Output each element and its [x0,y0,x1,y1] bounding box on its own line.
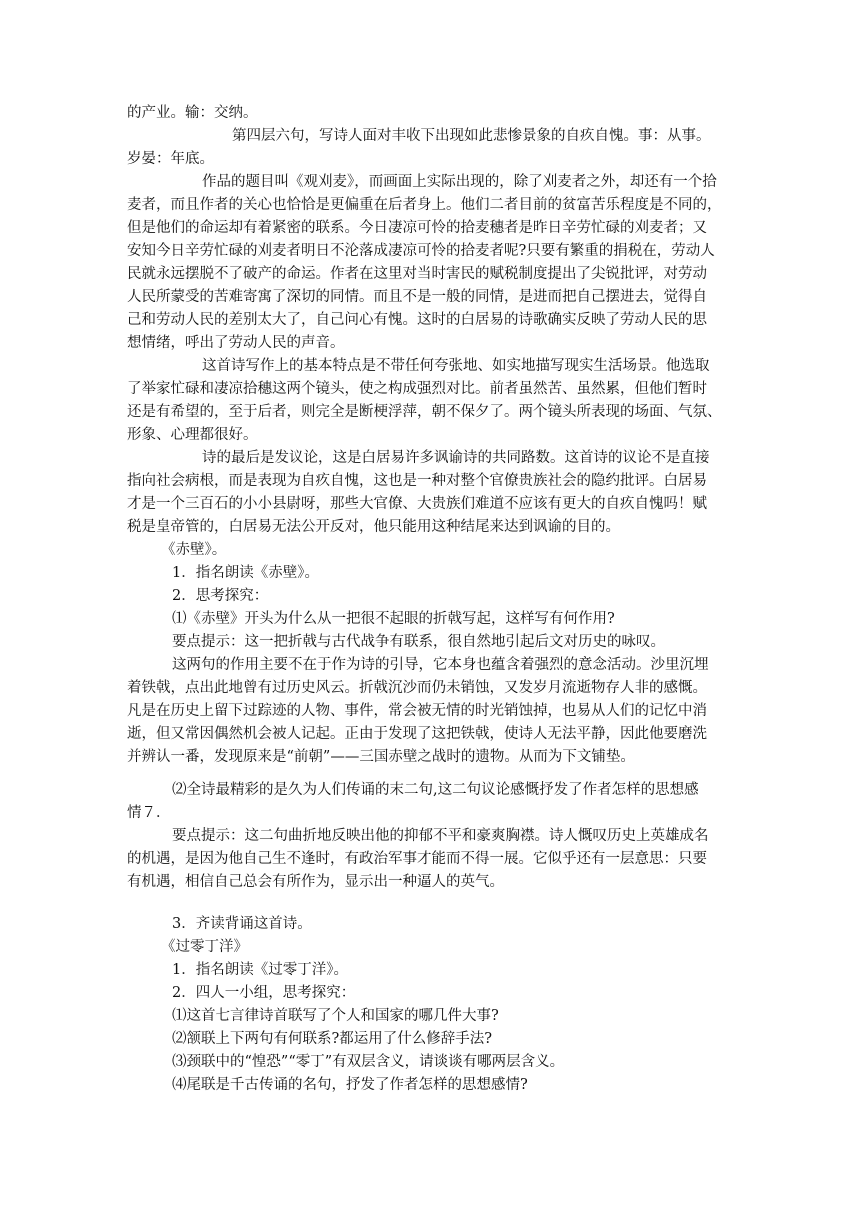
text-line: 了举家忙碌和凄凉拾穗这两个镜头，使之构成强烈对比。前者虽然苦、虽然累，但他们暂时 [127,381,707,397]
text-line: 《赤壁》。 [161,542,227,558]
text-line: ⑵全诗最精彩的是久为人们传诵的末二句,这二句议论感慨抒发了作者怎样的思想感 [172,782,699,798]
text-line: 己和劳动人民的差别太大了，自己问心有愧。这时的白居易的诗歌确实反映了劳动人民的思 [127,312,707,328]
text-line: 但是他们的命运却有着紧密的联系。今日凄凉可怜的拾麦穗者是昨日辛劳忙碌的刈麦者；又 [127,220,707,236]
text-line: 3．齐读背诵这首诗。 [172,916,312,932]
text-line: 并辨认一番，发现原来是“前朝”——三国赤壁之战时的遗物。从而为下文铺垫。 [127,749,635,765]
text-line: 人民所蒙受的苦难寄寓了深切的同情。而且不是一般的同情，是进而把自己摆进去，觉得自 [127,289,707,305]
text-line: 岁晏：年底。 [127,151,214,167]
text-line: 情７． [127,805,171,821]
text-line: 麦者，而且作者的关心也恰恰是更偏重在后者身上。他们二者目前的贫富苦乐程度是不同的， [127,197,722,213]
text-line: 要点提示：这二句曲折地反映出他的抑郁不平和豪爽胸襟。诗人慨叹历史上英雄成名 [172,828,709,844]
text-line: 《过零丁洋》 [161,939,248,955]
text-line: 民就永远摆脱不了破产的命运。作者在这里对当时害民的赋税制度提出了尖锐批评，对劳动 [127,266,707,282]
text-line: 逝，但又常因偶然机会被人记起。正由于发现了这把铁戟，使诗人无法平静，因此他要磨洗 [127,726,707,742]
text-line: 税是皇帝管的，白居易无法公开反对，他只能用这种结尾来达到讽谕的目的。 [127,519,620,535]
text-line: 1．指名朗读《过零丁洋》。 [172,962,348,978]
text-line: 诗的最后是发议论，这是白居易许多讽谕诗的共同路数。这首诗的议论不是直接 [202,450,710,466]
text-line: 指向社会病根，而是表现为自疚自愧，这也是一种对整个官僚贵族社会的隐约批评。白居易 [127,473,707,489]
text-line: 这两句的作用主要不在于作为诗的引导，它本身也蕴含着强烈的意念活动。沙里沉埋 [172,657,709,673]
text-line: 形象、心理都很好。 [127,427,258,443]
text-line: 的产业。输：交纳。 [127,105,258,121]
text-line: 凡是在历史上留下过踪迹的人物、事件，常会被无情的时光销蚀掉，也易从人们的记忆中消 [127,703,707,719]
text-line: ⑵颔联上下两句有何联系?都运用了什么修辞手法? [172,1031,493,1047]
text-line: 2．思考探究： [172,588,269,604]
text-line: 还是有希望的，至于后者，则完全是断梗浮萍，朝不保夕了。两个镜头所表现的场面、气氛、 [127,404,722,420]
text-line: 才是一个三百石的小小县尉呀，那些大官僚、大贵族们难道不应该有更大的自疚自愧吗！赋 [127,496,707,512]
text-line: 要点提示：这一把折戟与古代战争有联系，很自然地引起后文对历史的咏叹。 [172,634,665,650]
text-line: 2．四人一小组，思考探究： [172,985,356,1001]
text-line: ⑶颈联中的“惶恐”“零丁”有双层含义，请谈谈有哪两层含义。 [172,1054,565,1070]
text-line: 第四层六句，写诗人面对丰收下出现如此悲惨景象的自疚自愧。事：从事。 [232,128,711,144]
text-line: ⑷尾联是千古传诵的名句，抒发了作者怎样的思想感情? [172,1077,528,1093]
text-line: 安知今日辛劳忙碌的刈麦者明日不沦落成凄凉可怜的拾麦者呢?只要有繁重的捐税在，劳动人 [127,243,715,259]
text-line: ⑴《赤壁》开头为什么从一把很不起眼的折戟写起，这样写有何作用? [172,611,615,627]
text-line: 1．指名朗读《赤壁》。 [172,565,319,581]
text-line: ⑴这首七言律诗首联写了个人和国家的哪几件大事? [172,1008,499,1024]
text-line: 着铁戟，点出此地曾有过历史风云。折戟沉沙而仍未销蚀，又发岁月流逝物存人非的感慨。 [127,680,707,696]
text-line: 的机遇，是因为他自己生不逢时，有政治军事才能而不得一展。它似乎还有一层意思：只要 [127,851,707,867]
text-line: 这首诗写作上的基本特点是不带任何夸张地、如实地描写现实生活场景。他选取 [202,358,710,374]
text-line: 想情绪，呼出了劳动人民的声音。 [127,335,345,351]
text-line: 有机遇，相信自己总会有所作为，显示出一种逼人的英气。 [127,874,504,890]
text-line: 作品的题目叫《观刈麦》，而画面上实际出现的，除了刈麦者之外，却还有一个拾 [202,174,717,190]
